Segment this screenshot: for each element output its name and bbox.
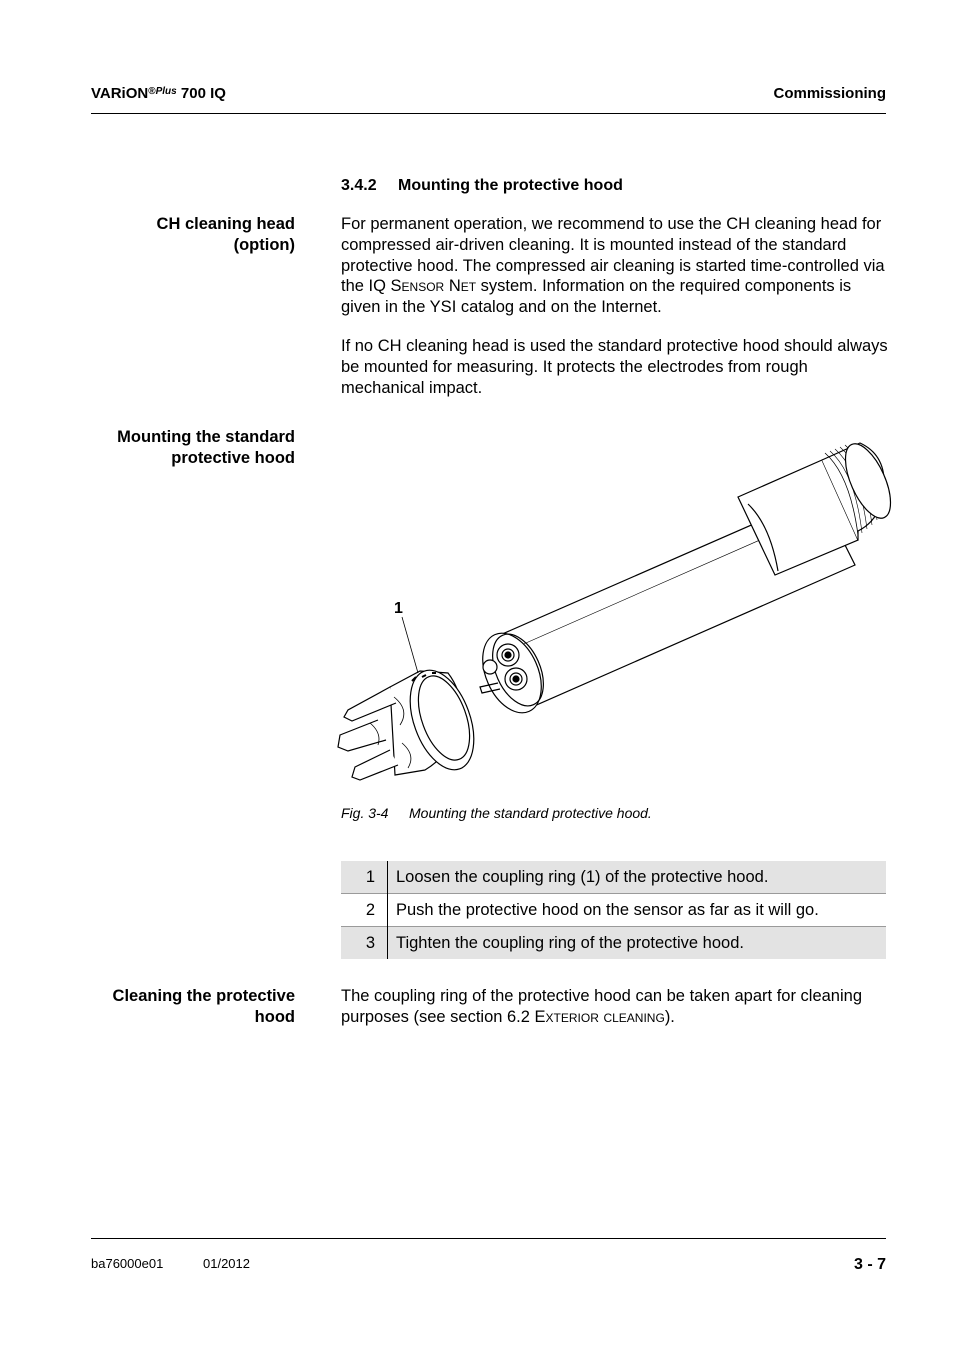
table-row [341, 861, 886, 894]
step-number: 1 [341, 861, 388, 894]
paragraph-text: The coupling ring of the protective hood can be taken apart for cleaning purposes (see section 6.2 [341, 987, 863, 1026]
side-heading-line: CH cleaning head [156, 215, 295, 233]
step-number: 2 [341, 894, 388, 927]
registered-mark: ® [148, 86, 156, 97]
paragraph-ch-cleaning [341, 214, 889, 318]
product-model: 700 IQ [176, 85, 226, 102]
section-number: 3.4.2 [341, 177, 377, 194]
sensor-text: Sensor [390, 277, 445, 296]
header-product [91, 84, 226, 104]
hood-finger [344, 687, 396, 721]
side-heading-ch-cleaning [60, 214, 295, 256]
paragraph-text: For permanent operation, we recommend to use the CH cleaning head for compressed air-driven cleaning. It is mounted instead of the standard protective hood. The compressed air cleaning is started time-controlled via the IQ [341, 215, 885, 296]
step-text: Loosen the coupling ring (1) of the protective hood. [396, 867, 769, 886]
table-row [341, 927, 886, 960]
footer-date: 01/2012 [203, 1256, 250, 1271]
side-heading-line: hood [254, 1008, 295, 1026]
figure-caption [341, 805, 652, 821]
hood-finger [352, 750, 398, 780]
side-heading-mounting [60, 427, 295, 469]
product-plus: Plus [155, 86, 177, 97]
paragraph-text: ). [664, 1007, 675, 1026]
net-text: Net [448, 277, 477, 296]
paragraph-standard-hood: If no CH cleaning head is used the standard protective hood should always be mounted for measuring. It protects the electrodes from rough mechanical impact. [341, 337, 888, 397]
side-heading-cleaning [60, 986, 295, 1028]
side-heading-line: (option) [233, 236, 295, 254]
page-number: 3 - 7 [853, 1256, 886, 1273]
section-title-text: Mounting the protective hood [398, 177, 623, 194]
product-name: VARiON [91, 85, 149, 102]
header-rule [91, 113, 886, 114]
paragraph-text: system. Information on the required components is given in the YSI catalog and on the Internet. [341, 277, 852, 317]
side-heading-line: Mounting the standard [117, 428, 295, 446]
section-title [341, 177, 623, 195]
callout-number: 1 [394, 600, 403, 617]
steps-table [341, 861, 886, 959]
table-row [341, 894, 886, 927]
side-heading-line: Cleaning the protective [112, 987, 295, 1005]
paragraph-cleaning [341, 986, 889, 1028]
step-text: Tighten the coupling ring of the protective hood. [396, 933, 744, 952]
header-chapter: Commissioning [773, 85, 886, 102]
figure-caption-text: Mounting the standard protective hood. [409, 805, 652, 821]
footer-rule [91, 1238, 886, 1239]
step-text: Push the protective hood on the sensor as far as it will go. [396, 900, 819, 919]
step-number: 3 [341, 927, 388, 960]
callout-leader [402, 617, 418, 673]
figure-label: Fig. 3-4 [341, 805, 389, 821]
side-heading-line: protective hood [171, 449, 295, 467]
footer-doc-id: ba76000e01 [91, 1256, 164, 1271]
section-reference: Exterior cleaning [534, 1007, 665, 1026]
sensor-hood-illustration [330, 425, 895, 795]
